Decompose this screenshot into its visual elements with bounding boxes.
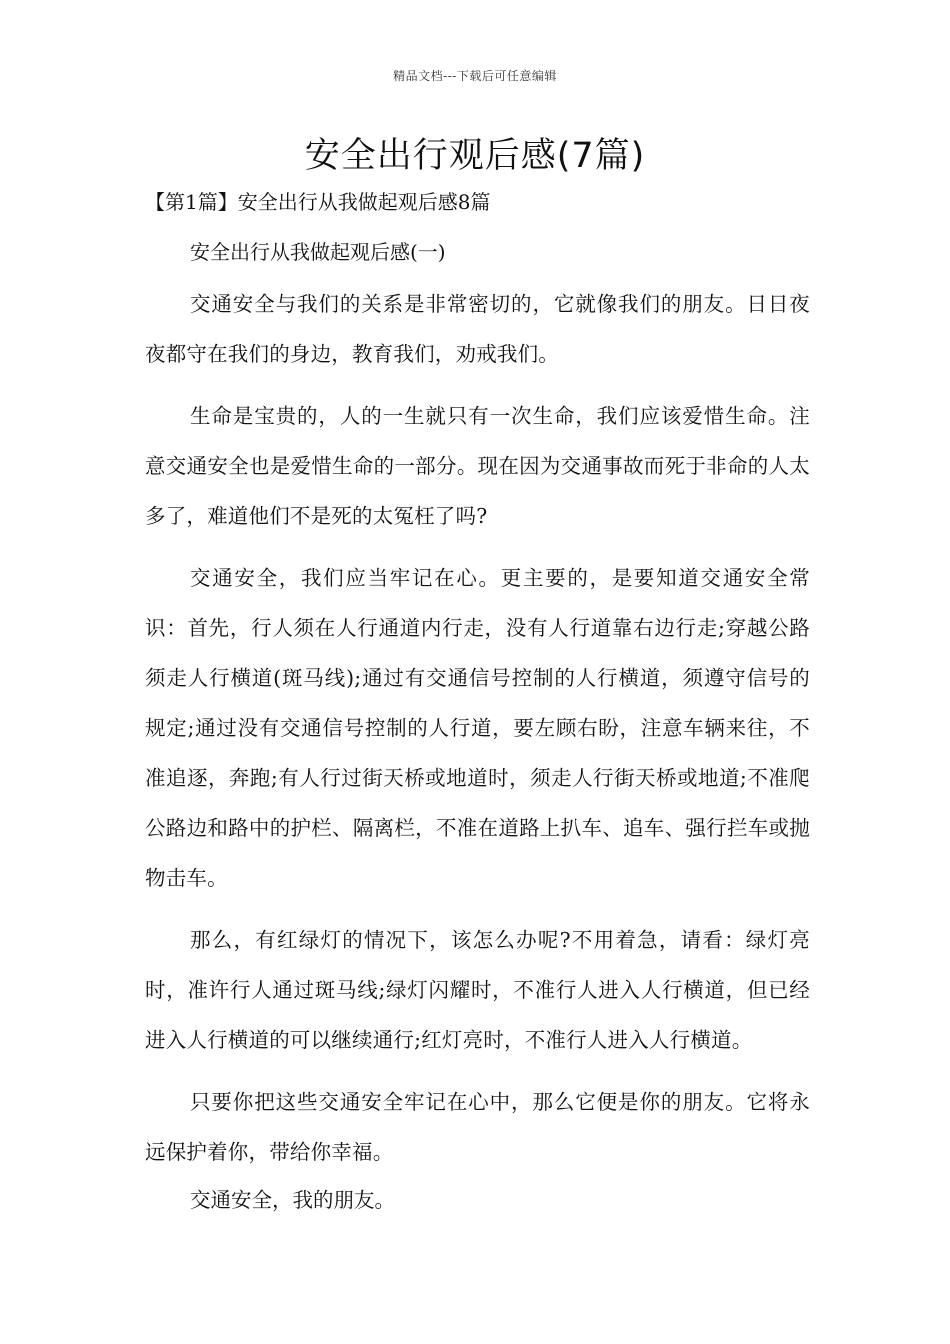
header-note: 精品文档---下载后可任意编辑 — [393, 69, 557, 83]
paragraph: 交通安全，我们应当牢记在心。更主要的，是要知道交通安全常识：首先，行人须在人行通道内行走，没有人行道靠右边行走;穿越公路须走人行横道(斑马线);通过有交通信号控制的人行横道，须遵守信号的规定;通过没有交通信号控制的人行道，要左顾右盼，注意车辆来往，不准追逐，奔跑;有人行过街天桥或地道时，须走人行街天桥或地道;不准爬公路边和路中的护栏、隔离栏，不准在道路上扒车、追车、强行拦车或抛物击车。 — [145, 566, 810, 890]
closing-line: 交通安全，我的朋友。 — [190, 1188, 395, 1212]
paragraph: 那么，有红绿灯的情况下，该怎么办呢?不用着急，请看：绿灯亮时，准许行人通过斑马线;绿灯闪耀时，不准行人进入人行横道，但已经进入人行横道的可以继续通行;红灯亮时，不准行人进入人行横道。 — [145, 928, 810, 1052]
paragraph: 交通安全与我们的关系是非常密切的，它就像我们的朋友。日日夜夜都守在我们的身边，教育我们，劝戒我们。 — [145, 292, 810, 366]
paragraph: 生命是宝贵的，人的一生就只有一次生命，我们应该爱惜生命。注意交通安全也是爱惜生命的一部分。现在因为交通事故而死于非命的人太多了，难道他们不是死的太冤枉了吗? — [145, 404, 810, 528]
paragraph: 只要你把这些交通安全牢记在心中，那么它便是你的朋友。它将永远保护着你，带给你幸福。 — [145, 1090, 810, 1164]
article-subtitle: 安全出行从我做起观后感(一) — [190, 240, 446, 264]
document-title: 安全出行观后感(7篇) — [304, 136, 646, 176]
article-body — [145, 279, 810, 1189]
section-heading: 【第1篇】安全出行从我做起观后感8篇 — [145, 190, 491, 214]
